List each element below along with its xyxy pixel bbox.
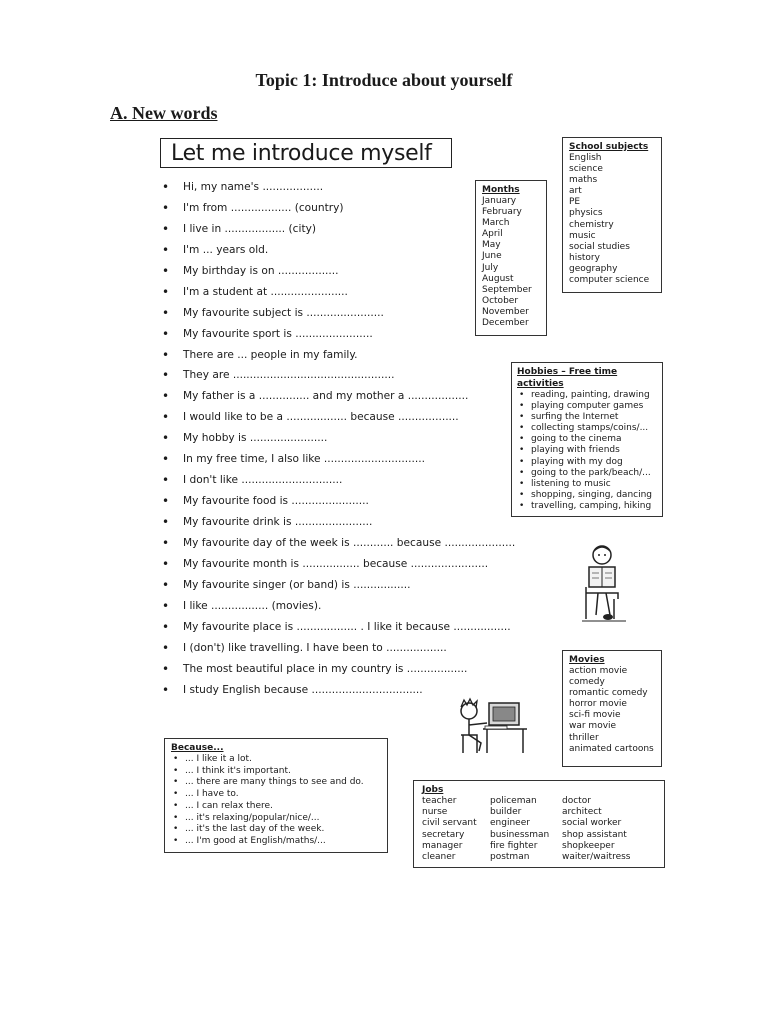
job-item: civil servant <box>422 818 477 829</box>
prompt-item: • My favourite subject is ....................... <box>162 303 515 324</box>
month-item: August <box>482 273 514 284</box>
month-item: September <box>482 284 532 295</box>
prompt-item: • My favourite food is ....................... <box>162 491 515 512</box>
because-box <box>164 738 388 853</box>
prompt-item: • My favourite day of the week is ............ because ..................... <box>162 533 515 554</box>
month-item: December <box>482 318 529 329</box>
hobby-item: • playing computer games <box>517 401 657 412</box>
prompt-item: • My birthday is on .................. <box>162 261 515 282</box>
months-box <box>475 180 547 336</box>
prompt-item: • I'm from .................. (country) <box>162 198 515 219</box>
job-item: manager <box>422 840 463 851</box>
hobby-item: • playing with friends <box>517 445 657 456</box>
job-item: nurse <box>422 807 448 818</box>
prompt-item: • I don't like .............................. <box>162 470 515 491</box>
prompt-item: • My hobby is ....................... <box>162 428 515 449</box>
document-title: Topic 1: Introduce about yourself <box>255 70 513 90</box>
subject-item: maths <box>569 175 598 186</box>
because-item: • ... I think it's important. <box>171 766 381 778</box>
job-item: teacher <box>422 796 457 806</box>
month-item: October <box>482 295 519 306</box>
student-reading-drawing <box>572 543 634 625</box>
prompt-item: • My favourite singer (or band) is ................. <box>162 575 515 596</box>
hobby-item: • collecting stamps/coins/... <box>517 423 657 434</box>
hobby-item: • shopping, singing, dancing <box>517 490 657 501</box>
job-item: businessman <box>490 829 550 840</box>
movie-item: war movie <box>569 721 617 732</box>
subject-item: English <box>569 153 602 163</box>
hobbies-box <box>511 362 663 517</box>
prompt-item: • I live in .................. (city) <box>162 219 515 240</box>
job-item: builder <box>490 807 522 818</box>
hobby-item: • going to the park/beach/... <box>517 468 657 479</box>
section-title: A. New words <box>110 103 218 123</box>
months-heading: Months <box>482 185 520 195</box>
because-item: • ... there are many things to see and do. <box>171 777 381 789</box>
prompt-list <box>162 177 515 700</box>
movies-heading: Movies <box>569 655 605 665</box>
because-item: • ... it's relaxing/popular/nice/... <box>171 813 381 825</box>
prompt-item: • They are ................................................ <box>162 365 515 386</box>
hobbies-heading: Hobbies – Free time activities <box>517 367 618 389</box>
prompt-item: • My favourite drink is ....................... <box>162 512 515 533</box>
school-subjects-heading: School subjects <box>569 142 649 152</box>
subject-item: history <box>569 252 600 263</box>
student-computer-drawing <box>455 697 531 757</box>
prompt-item: • My favourite month is ................. because ....................... <box>162 554 515 575</box>
movie-item: romantic comedy <box>569 688 648 699</box>
job-item: engineer <box>490 818 530 829</box>
prompt-item: • I'm a student at ....................... <box>162 282 515 303</box>
hobby-item: • reading, painting, drawing <box>517 390 657 401</box>
month-item: July <box>482 262 499 273</box>
subject-item: chemistry <box>569 219 614 230</box>
prompt-item: • My favourite sport is ....................... <box>162 324 515 345</box>
job-item: fire fighter <box>490 840 538 851</box>
worksheet-title: Let me introduce myself <box>160 138 452 168</box>
prompt-item: • There are ... people in my family. <box>162 345 515 366</box>
hobby-item: • travelling, camping, hiking <box>517 501 657 512</box>
because-item: • ... I like it a lot. <box>171 754 381 766</box>
movie-item: sci-fi movie <box>569 710 621 721</box>
jobs-box <box>413 780 665 868</box>
subject-item: music <box>569 230 596 241</box>
movie-item: horror movie <box>569 699 627 710</box>
subject-item: social studies <box>569 241 630 252</box>
job-item: shop assistant <box>562 829 627 840</box>
movie-item: thriller <box>569 732 599 743</box>
subject-item: PE <box>569 197 581 208</box>
job-item: shopkeeper <box>562 840 615 851</box>
job-item: policeman <box>490 796 537 806</box>
month-item: June <box>482 251 502 262</box>
job-item: postman <box>490 852 530 863</box>
job-item: social worker <box>562 818 622 829</box>
prompt-item: • The most beautiful place in my country is .................. <box>162 659 515 680</box>
subject-item: physics <box>569 208 603 219</box>
month-item: January <box>482 196 517 206</box>
hobby-item: • going to the cinema <box>517 434 657 445</box>
prompt-item: • I study English because ................................. <box>162 680 515 701</box>
movie-item: comedy <box>569 677 605 688</box>
movie-item: action movie <box>569 666 628 676</box>
prompt-item: • In my free time, I also like .............................. <box>162 449 515 470</box>
job-item: cleaner <box>422 852 456 863</box>
because-item: • ... I'm good at English/maths/... <box>171 836 381 848</box>
because-item: • ... it's the last day of the week. <box>171 824 381 836</box>
movies-box <box>562 650 662 767</box>
prompt-item: • My favourite place is .................. . I like it because ................. <box>162 617 515 638</box>
prompt-item: • I like ................. (movies). <box>162 596 515 617</box>
month-item: November <box>482 306 529 317</box>
job-item: secretary <box>422 829 465 840</box>
hobby-item: • surfing the Internet <box>517 412 657 423</box>
job-item: waiter/waitress <box>562 852 631 863</box>
subject-item: art <box>569 186 582 197</box>
subject-item: science <box>569 164 603 175</box>
month-item: April <box>482 229 503 240</box>
month-item: February <box>482 207 522 218</box>
hobby-item: • playing with my dog <box>517 457 657 468</box>
job-item: architect <box>562 807 602 818</box>
subject-item: computer science <box>569 275 650 286</box>
because-heading: Because... <box>171 743 224 753</box>
job-item: doctor <box>562 796 591 806</box>
prompt-item: • Hi, my name's .................. <box>162 177 515 198</box>
subject-item: geography <box>569 263 618 274</box>
month-item: March <box>482 218 510 229</box>
prompt-item: • My father is a ............... and my mother a .................. <box>162 386 515 407</box>
school-subjects-box <box>562 137 662 293</box>
movie-item: animated cartoons <box>569 743 654 754</box>
month-item: May <box>482 240 501 251</box>
prompt-item: • I'm ... years old. <box>162 240 515 261</box>
prompt-item: • I (don't) like travelling. I have been to .................. <box>162 638 515 659</box>
because-item: • ... I have to. <box>171 789 381 801</box>
because-item: • ... I can relax there. <box>171 801 381 813</box>
prompt-item: • I would like to be a .................. because .................. <box>162 407 515 428</box>
hobby-item: • listening to music <box>517 479 657 490</box>
jobs-heading: Jobs <box>422 785 444 795</box>
